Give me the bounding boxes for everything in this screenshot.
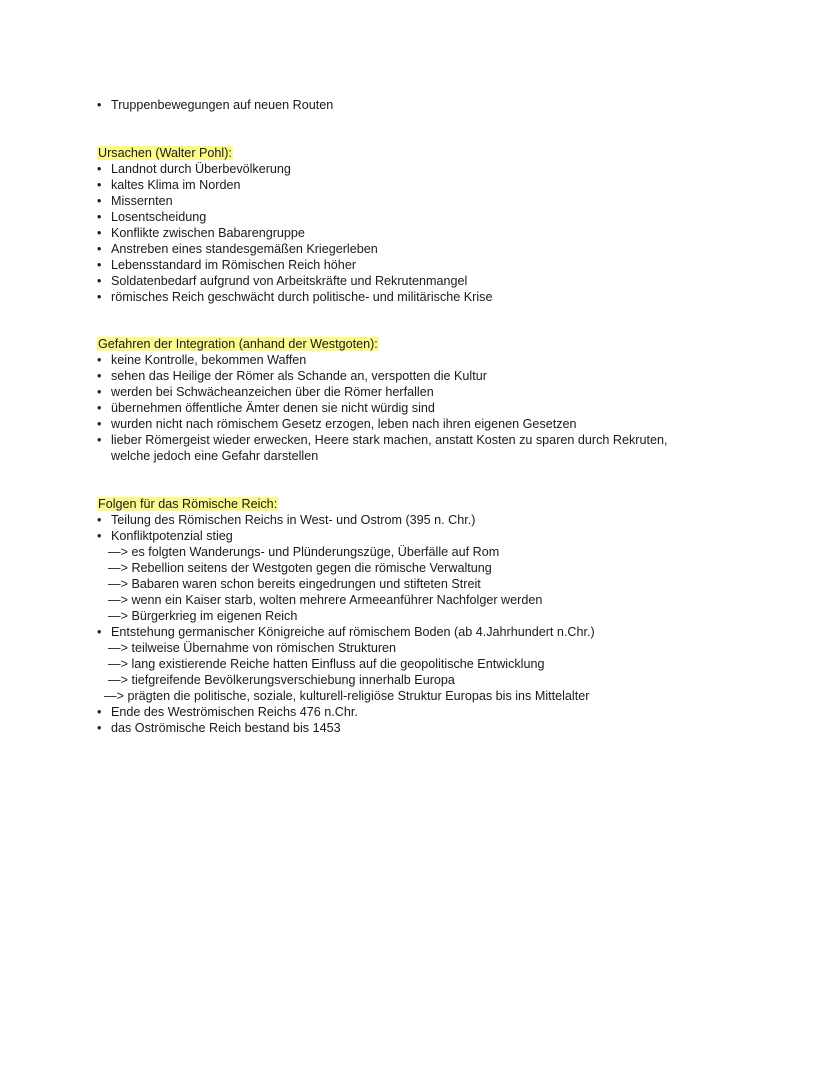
heading-text: Folgen für das Römische Reich:: [98, 497, 278, 511]
sub-item: [108, 640, 396, 656]
bullet: •: [97, 705, 102, 719]
sub-item: [108, 576, 481, 592]
bullet: •: [97, 98, 102, 112]
sub-item: [108, 608, 297, 624]
sub-item-text: —> Bürgerkrieg im eigenen Reich: [108, 609, 298, 623]
list-item: [97, 161, 291, 177]
bullet: •: [97, 401, 102, 415]
list-item-text: Konfliktpotenzial stieg: [111, 529, 233, 543]
list-item-text: welche jedoch eine Gefahr darstellen: [111, 449, 319, 463]
sub-item-text: —> Babaren waren schon bereits eingedrungen und stifteten Streit: [108, 577, 481, 591]
sub-item-text: —> tiefgreifende Bevölkerungsverschiebung innerhalb Europa: [108, 673, 455, 687]
list-item-text: Truppenbewegungen auf neuen Routen: [111, 98, 334, 112]
sub-item: [108, 672, 455, 688]
list-item-text: keine Kontrolle, bekommen Waffen: [111, 353, 307, 367]
bullet: •: [97, 290, 102, 304]
sub-item: [104, 688, 589, 704]
list-item-text: Missernten: [111, 194, 173, 208]
list-item: [97, 720, 341, 736]
bullet: •: [97, 369, 102, 383]
bullet: •: [97, 226, 102, 240]
list-item: [97, 241, 378, 257]
list-item: [97, 97, 333, 113]
bullet: •: [97, 258, 102, 272]
list-item: [97, 416, 577, 432]
bullet: •: [97, 210, 102, 224]
list-item-text: Anstreben eines standesgemäßen Kriegerleben: [111, 242, 378, 256]
bullet: •: [97, 194, 102, 208]
list-item-text: sehen das Heilige der Römer als Schande an, verspotten die Kultur: [111, 369, 487, 383]
list-item-text: wurden nicht nach römischem Gesetz erzogen, leben nach ihren eigenen Gesetzen: [111, 417, 577, 431]
list-item: [97, 177, 240, 193]
list-item-text: Lebensstandard im Römischen Reich höher: [111, 258, 357, 272]
list-item: [97, 368, 487, 384]
list-item: [97, 257, 356, 273]
sub-item: [108, 560, 492, 576]
list-item-text: Entstehung germanischer Königreiche auf römischem Boden (ab 4.Jahrhundert n.Chr.): [111, 625, 595, 639]
list-item: [97, 624, 595, 640]
list-item-text: Losentscheidung: [111, 210, 207, 224]
list-item: [97, 225, 305, 241]
sub-item-text: —> prägten die politische, soziale, kulturell-religiöse Struktur Europas bis ins Mittelalter: [104, 689, 590, 703]
sub-item-text: —> wenn ein Kaiser starb, wolten mehrere Armeeanführer Nachfolger werden: [108, 593, 543, 607]
bullet: •: [97, 242, 102, 256]
bullet: •: [97, 274, 102, 288]
sub-item: [108, 592, 542, 608]
list-item: [97, 209, 206, 225]
bullet: •: [97, 178, 102, 192]
sub-item-text: —> es folgten Wanderungs- und Plünderungszüge, Überfälle auf Rom: [108, 545, 500, 559]
list-item: [97, 289, 492, 305]
sub-item: [108, 656, 545, 672]
bullet: •: [97, 353, 102, 367]
bullet: •: [97, 433, 102, 447]
list-item-text: Ende des Weströmischen Reichs 476 n.Chr.: [111, 705, 358, 719]
list-item: [97, 352, 306, 368]
bullet: •: [97, 529, 102, 543]
list-item-continuation: [111, 448, 318, 464]
heading-text: Ursachen (Walter Pohl):: [98, 146, 232, 160]
bullet: •: [97, 625, 102, 639]
bullet: •: [97, 162, 102, 176]
sub-item-text: —> teilweise Übernahme von römischen Strukturen: [108, 641, 397, 655]
section-heading-ursachen: [97, 145, 233, 161]
list-item: [97, 528, 233, 544]
list-item-text: Teilung des Römischen Reichs in West- und Ostrom (395 n. Chr.): [111, 513, 476, 527]
list-item-text: Landnot durch Überbevölkerung: [111, 162, 291, 176]
bullet: •: [97, 385, 102, 399]
list-item-text: übernehmen öffentliche Ämter denen sie nicht würdig sind: [111, 401, 435, 415]
list-item-text: werden bei Schwächeanzeichen über die Römer herfallen: [111, 385, 434, 399]
list-item: [97, 512, 475, 528]
heading-text: Gefahren der Integration (anhand der Westgoten):: [98, 337, 378, 351]
bullet: •: [97, 417, 102, 431]
sub-item-text: —> lang existierende Reiche hatten Einfluss auf die geopolitische Entwicklung: [108, 657, 545, 671]
list-item: [97, 273, 467, 289]
section-heading-folgen: [97, 496, 278, 512]
list-item-text: römisches Reich geschwächt durch politische- und militärische Krise: [111, 290, 493, 304]
list-item-text: kaltes Klima im Norden: [111, 178, 241, 192]
bullet: •: [97, 721, 102, 735]
list-item: [97, 704, 358, 720]
list-item-text: Soldatenbedarf aufgrund von Arbeitskräfte und Rekrutenmangel: [111, 274, 468, 288]
sub-item: [108, 544, 499, 560]
list-item: [97, 432, 668, 448]
list-item-text: das Oströmische Reich bestand bis 1453: [111, 721, 341, 735]
list-item-text: Konflikte zwischen Babarengruppe: [111, 226, 305, 240]
bullet: •: [97, 513, 102, 527]
sub-item-text: —> Rebellion seitens der Westgoten gegen die römische Verwaltung: [108, 561, 492, 575]
list-item-text: lieber Römergeist wieder erwecken, Heere stark machen, anstatt Kosten zu sparen durch Rekruten,: [111, 433, 668, 447]
list-item: [97, 400, 435, 416]
section-heading-gefahren: [97, 336, 379, 352]
list-item: [97, 193, 173, 209]
list-item: [97, 384, 434, 400]
